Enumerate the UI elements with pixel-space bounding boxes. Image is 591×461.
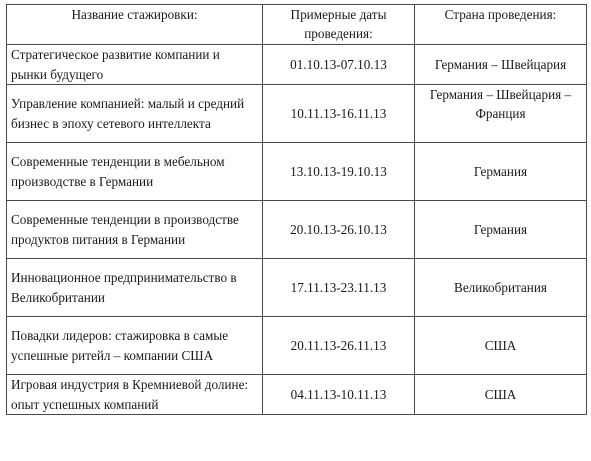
document-page xyxy=(6,4,586,415)
internship-name: Управление компанией: малый и средний бизнес в эпоху сетевого интеллекта xyxy=(7,85,263,143)
table-row xyxy=(7,201,587,259)
internship-name: Стратегическое развитие компании и рынки будущего xyxy=(7,45,263,85)
internship-dates: 20.10.13-26.10.13 xyxy=(263,201,415,259)
table-row xyxy=(7,85,587,143)
internship-country: США xyxy=(415,375,587,415)
table-header-row xyxy=(7,5,587,45)
internship-country: Германия – Швейцария xyxy=(415,45,587,85)
internship-dates: 04.11.13-10.11.13 xyxy=(263,375,415,415)
table-row xyxy=(7,375,587,415)
internship-name: Повадки лидеров: стажировка в самые успешные ритейл – компании США xyxy=(7,317,263,375)
internship-country: США xyxy=(415,317,587,375)
header-name: Название стажировки: xyxy=(7,5,263,45)
internship-name: Современные тенденции в мебельном производстве в Германии xyxy=(7,143,263,201)
header-dates: Примерные даты проведения: xyxy=(263,5,415,45)
internship-dates: 10.11.13-16.11.13 xyxy=(263,85,415,143)
internship-dates: 20.11.13-26.11.13 xyxy=(263,317,415,375)
internship-country: Германия – Швейцария – Франция xyxy=(415,85,587,143)
internship-name: Современные тенденции в производстве продуктов питания в Германии xyxy=(7,201,263,259)
header-country: Страна проведения: xyxy=(415,5,587,45)
internship-country: Германия xyxy=(415,143,587,201)
internship-dates: 17.11.13-23.11.13 xyxy=(263,259,415,317)
table-row xyxy=(7,259,587,317)
table-row xyxy=(7,45,587,85)
internship-dates: 01.10.13-07.10.13 xyxy=(263,45,415,85)
table-row xyxy=(7,143,587,201)
internships-table xyxy=(6,4,587,415)
table-row xyxy=(7,317,587,375)
internship-country: Германия xyxy=(415,201,587,259)
internship-country: Великобритания xyxy=(415,259,587,317)
internship-dates: 13.10.13-19.10.13 xyxy=(263,143,415,201)
internship-name: Инновационное предпринимательство в Великобритании xyxy=(7,259,263,317)
internship-name: Игровая индустрия в Кремниевой долине: опыт успешных компаний xyxy=(7,375,263,415)
